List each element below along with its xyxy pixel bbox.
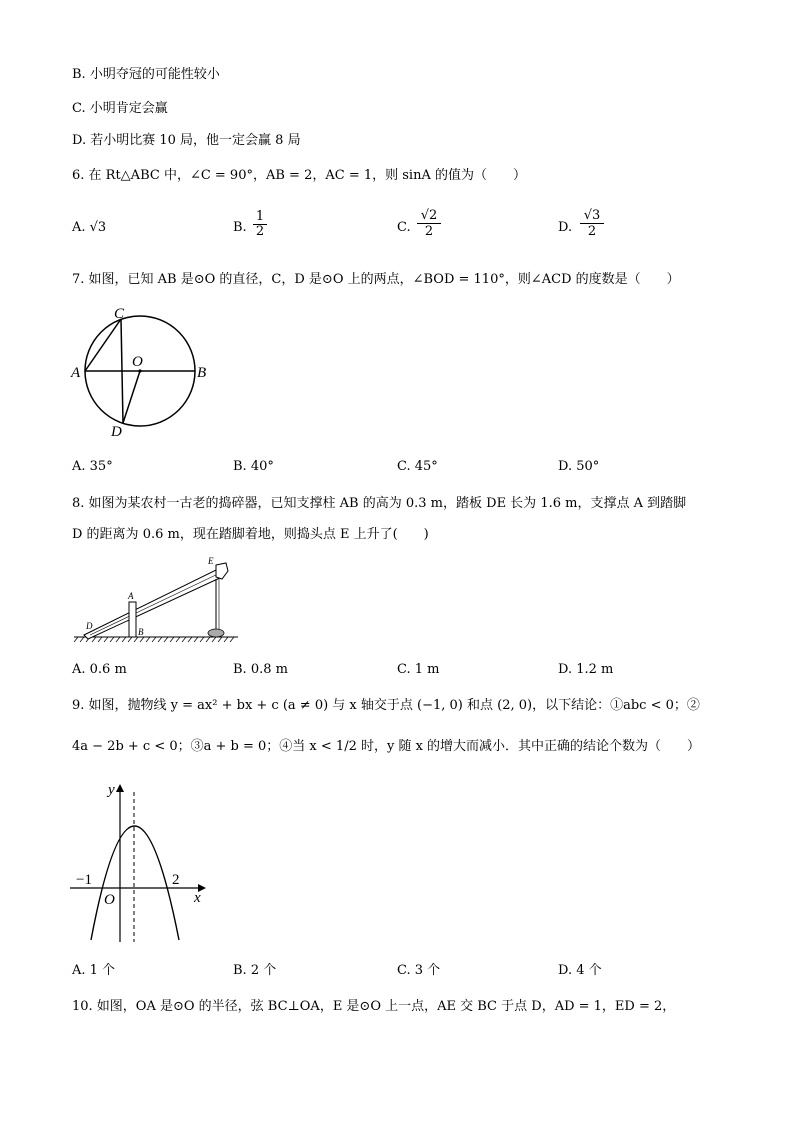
q9-option-d: D. 4 个 [558, 963, 602, 978]
label-d: D [86, 621, 93, 631]
q6-option-c-fraction [417, 208, 441, 239]
q6-option-d-label: D. [558, 220, 573, 235]
label-o: O [104, 892, 115, 908]
pedal-centerline [90, 573, 220, 635]
q6-option-b-denominator: 2 [255, 224, 265, 239]
q6-option-b-fraction [253, 210, 267, 239]
label-y: y [108, 782, 115, 798]
label-e: E [208, 556, 214, 566]
y-axis-arrow [116, 784, 124, 792]
q6-option-b-label: B. [233, 220, 247, 235]
q9-option-b: B. 2 个 [233, 963, 277, 978]
pounder-head [216, 563, 228, 579]
q6-option-c-numerator: √2 [417, 208, 441, 224]
q7-option-d: D. 50° [558, 459, 600, 474]
radius-od [123, 371, 140, 423]
label-a: A [128, 591, 134, 601]
label-c: C [114, 306, 125, 322]
q8-option-d: D. 1.2 m [558, 662, 614, 677]
q9-option-c: C. 3 个 [397, 963, 441, 978]
q7-option-c: C. 45° [397, 459, 438, 474]
q6-option-c-label: C. [397, 220, 411, 235]
label-b: B [138, 627, 144, 637]
q6-option-d-denominator: 2 [587, 224, 597, 239]
label-a: A [71, 365, 81, 381]
label-b: B [197, 365, 207, 381]
parabola-curve [91, 826, 179, 940]
q10-stem: 10. 如图，OA 是⊙O 的半径，弦 BC⊥OA，E 是⊙O 上一点，AE 交 BC 于点 D，AD = 1，ED = 2， [72, 999, 676, 1014]
q5-option-b: B. 小明夺冠的可能性较小 [72, 67, 220, 82]
q7-circle-figure [66, 302, 216, 442]
pedal-board [84, 569, 222, 639]
chord-ac [85, 319, 121, 371]
q6-option-d-numerator: √3 [580, 208, 604, 224]
ground-hatching [74, 637, 234, 642]
q9-option-a: A. 1 个 [72, 963, 116, 978]
q6-option-b-numerator: 1 [253, 210, 267, 225]
q9-stem-line1: 9. 如图，抛物线 y = ax² + bx + c (a ≠ 0) 与 x 轴交于点 (−1, 0) 和点 (2, 0)，以下结论：①abc < 0；② [72, 698, 700, 713]
q8-option-c: C. 1 m [397, 662, 440, 677]
q9-stem-line2: 4a − 2b + c < 0；③a + b = 0；④当 x < 1/2 时，y 随 x 的增大而减小．其中正确的结论个数为（ ） [72, 739, 701, 754]
label-two: 2 [172, 872, 180, 888]
mortar [208, 629, 224, 637]
q7-stem: 7. 如图，已知 AB 是⊙O 的直径，C，D 是⊙O 上的两点，∠BOD = 110°，则∠ACD 的度数是（ ） [72, 272, 680, 287]
q6-option-a: A. √3 [72, 220, 107, 235]
q8-option-a: A. 0.6 m [72, 662, 127, 677]
label-d: D [111, 424, 122, 440]
q8-stem-line2: D 的距离为 0.6 m，现在踏脚着地，则捣头点 E 上升了( ) [72, 527, 429, 542]
q6-stem: 6. 在 Rt△ABC 中，∠C = 90°，AB = 2，AC = 1，则 sinA 的值为（ ） [72, 168, 526, 183]
q7-option-b: B. 40° [233, 459, 274, 474]
support-post [129, 602, 136, 637]
q7-option-a: A. 35° [72, 459, 113, 474]
q9-parabola-figure [66, 778, 216, 948]
label-minus-one: −1 [76, 872, 92, 888]
q8-pounder-figure [70, 555, 240, 645]
q6-option-c-denominator: 2 [424, 224, 434, 239]
q6-option-d-fraction [580, 208, 604, 239]
q8-option-b: B. 0.8 m [233, 662, 288, 677]
chord-cd [121, 319, 123, 423]
q5-option-d: D. 若小明比赛 10 局，他一定会赢 8 局 [72, 133, 301, 148]
label-x: x [194, 890, 201, 906]
label-o: O [132, 354, 143, 370]
q5-option-c: C. 小明肯定会赢 [72, 101, 168, 116]
q8-stem-line1: 8. 如图为某农村一古老的捣碎器，已知支撑柱 AB 的高为 0.3 m，踏板 DE 长为 1.6 m，支撑点 A 到踏脚 [72, 496, 687, 511]
